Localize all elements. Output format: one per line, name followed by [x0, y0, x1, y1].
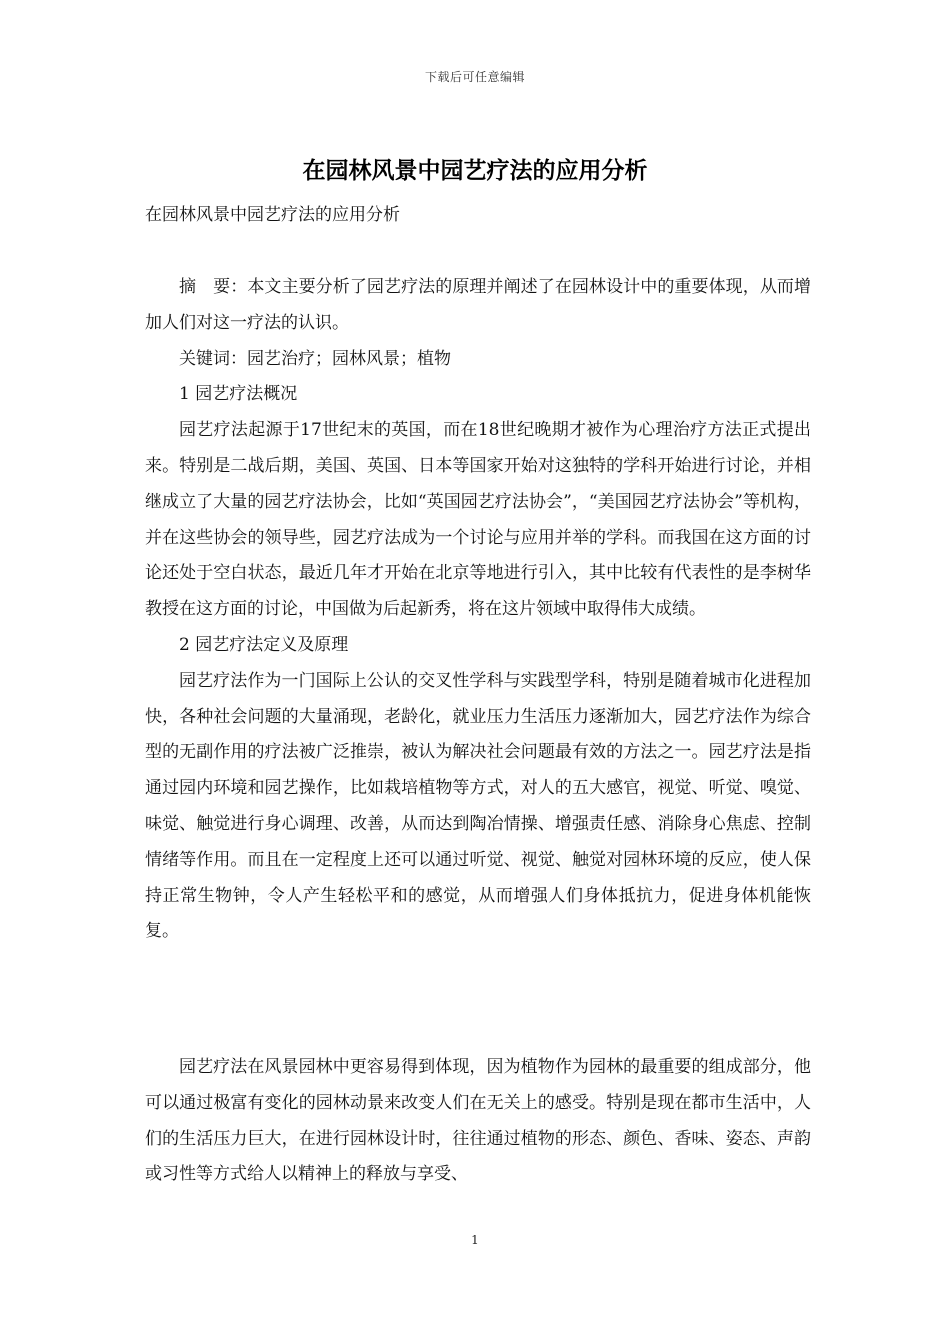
page-number: 1: [471, 1233, 479, 1247]
keywords-line: 关键词：园艺治疗；园林风景；植物: [179, 348, 451, 369]
section-paragraph-2: 园艺疗法作为一门国际上公认的交叉性学科与实践型学科，特别是随着城市化进程加快，各种社会问题的大量涌现，老龄化，就业压力生活压力逐渐加大，园艺疗法作为综合型的无副作用的疗法被广泛推崇，被认为解决社会问题最有效的方法之一。园艺疗法是指通过园内环境和园艺操作，比如栽培植物等方式，对人的五大感官，视觉、听觉、嗅觉、味觉、触觉进行身心调理、改善，从而达到陶冶情操、增强责任感、消除身心焦虑、控制情绪等作用。而且在一定程度上还可以通过听觉、视觉、触觉对园林环境的反应，使人保持正常生物钟，令人产生轻松平和的感觉，从而增强人们身体抵抗力，促进身体机能恢复。: [145, 670, 811, 942]
continuation-paragraph: 园艺疗法在风景园林中更容易得到体现，因为植物作为园林的最重要的组成部分，他可以通过极富有变化的园林动景来改变人们在无关上的感受。特别是现在都市生活中，人们的生活压力巨大，在进行园林设计时，往往通过植物的形态、颜色、香味、姿态、声韵或习性等方式给人以精神上的释放与享受、: [145, 1057, 811, 1185]
section-heading-1: 1 园艺疗法概况: [179, 384, 298, 405]
section-paragraph-1: 园艺疗法起源于17世纪末的英国，而在18世纪晚期才被作为心理治疗方法正式提出来。特别是二战后期，美国、英国、日本等国家开始对这独特的学科开始进行讨论，并相继成立了大量的园艺疗法协会，比如“英国园艺疗法协会”，“美国园艺疗法协会”等机构，并在这些协会的领导些，园艺疗法成为一个讨论与应用并举的学科。而我国在这方面的讨论还处于空白状态，最近几年才开始在北京等地进行引入，其中比较有代表性的是李树华教授在这方面的讨论，中国做为后起新秀，将在这片领域中取得伟大成绩。: [145, 420, 811, 620]
document-title: 在园林风景中园艺疗法的应用分析: [302, 158, 648, 184]
continuation-block: [145, 1050, 811, 1193]
document-body: [145, 270, 811, 950]
abstract-paragraph: 摘 要：本文主要分析了园艺疗法的原理并阐述了在园林设计中的重要体现，从而增加人们对这一疗法的认识。: [145, 277, 811, 333]
document-subtitle: 在园林风景中园艺疗法的应用分析: [145, 205, 400, 225]
section-heading-2: 2 园艺疗法定义及原理: [179, 634, 349, 655]
header-note: 下载后可任意编辑: [424, 70, 525, 84]
